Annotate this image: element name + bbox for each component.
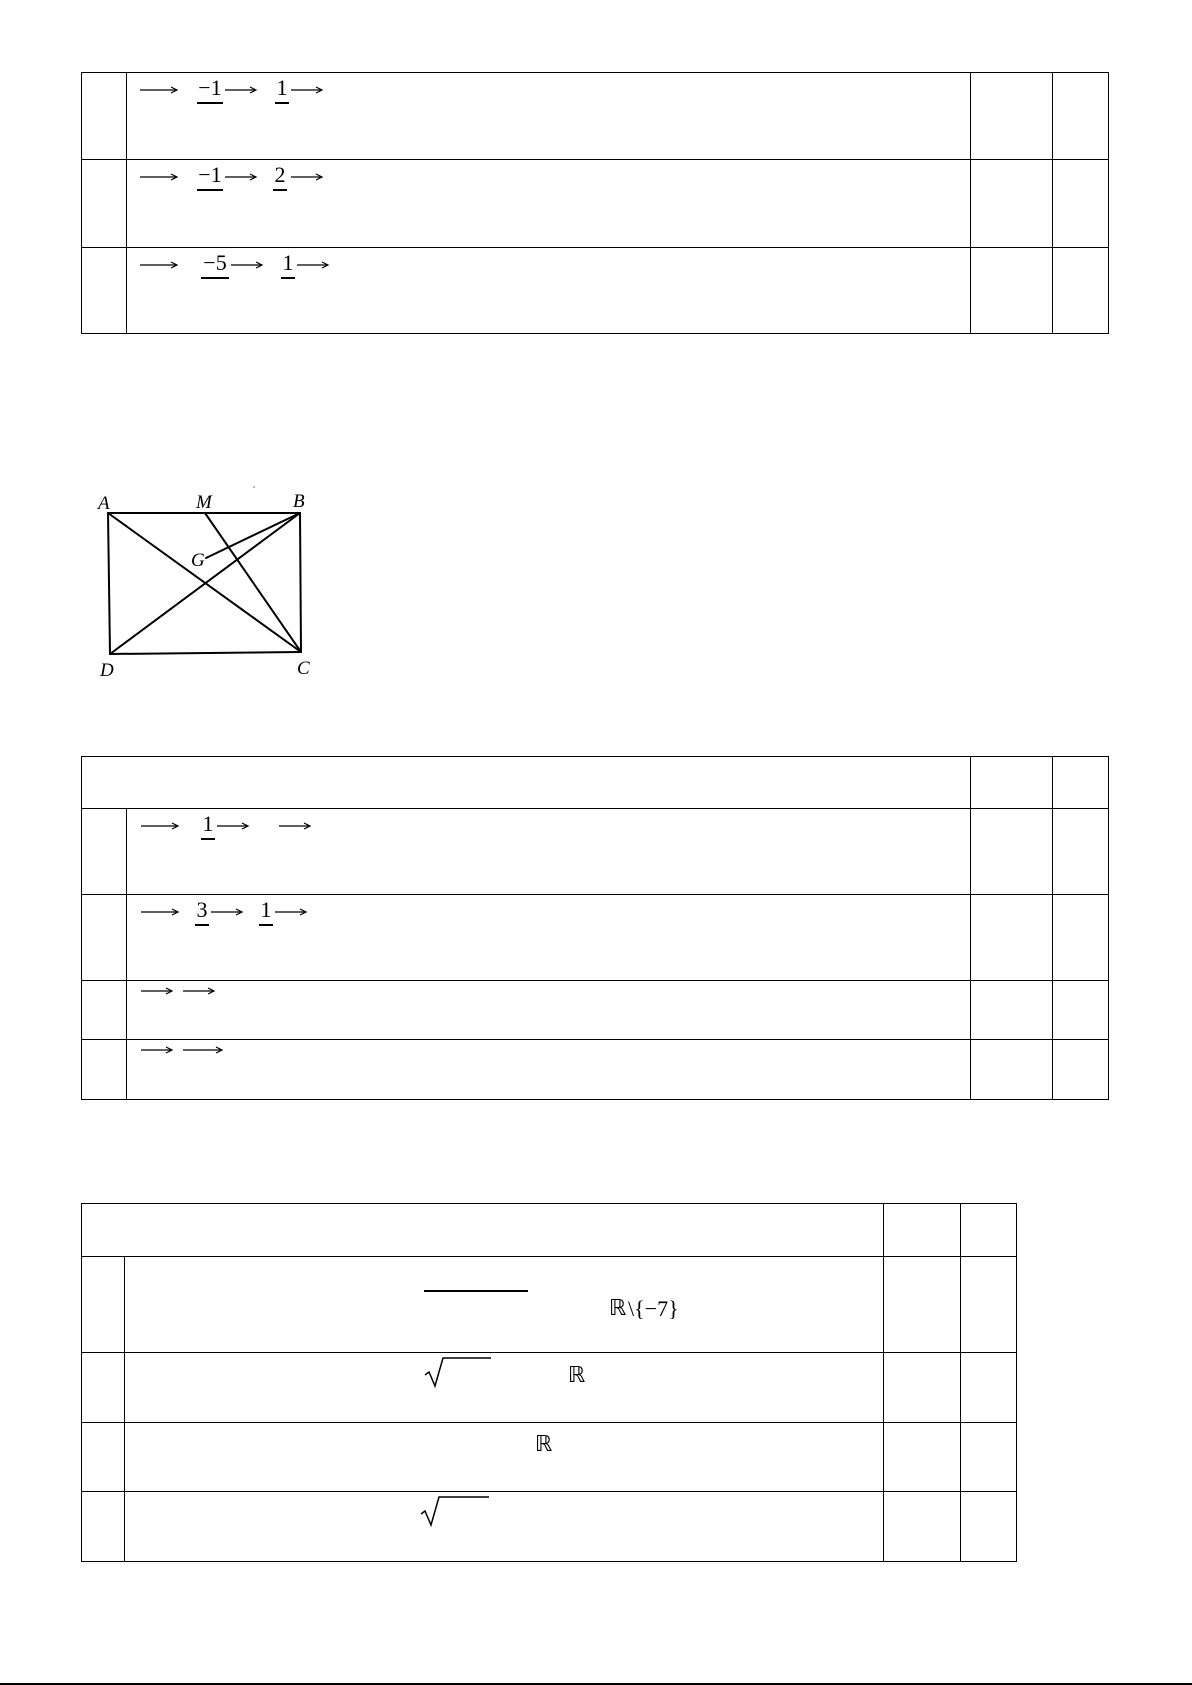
table-1 bbox=[81, 72, 1109, 334]
square-root-icon bbox=[419, 1494, 491, 1528]
coefficient-1: 3 bbox=[195, 898, 209, 926]
vector-arrow-icon bbox=[183, 1045, 225, 1055]
statement-cell bbox=[127, 248, 971, 334]
answer-cell[interactable] bbox=[961, 1423, 1017, 1492]
table-row bbox=[82, 73, 1109, 160]
row-index-cell bbox=[82, 248, 127, 334]
rectangle-figure bbox=[90, 484, 320, 680]
vector-arrow-icon bbox=[291, 85, 325, 95]
row-index-cell bbox=[82, 809, 127, 895]
header-cell bbox=[884, 1204, 961, 1257]
table-2 bbox=[81, 756, 1109, 1100]
fraction-bar bbox=[424, 1290, 528, 1292]
vector-arrow-icon bbox=[140, 260, 180, 270]
vector-arrow-icon bbox=[141, 1045, 175, 1055]
statement-cell bbox=[125, 1257, 884, 1353]
table-header-row bbox=[82, 757, 1109, 809]
answer-cell[interactable] bbox=[1053, 1040, 1109, 1100]
row-index-cell bbox=[82, 1257, 125, 1353]
row-index-cell bbox=[82, 160, 127, 248]
vector-arrow-icon bbox=[141, 821, 181, 831]
vector-arrow-icon bbox=[297, 260, 331, 270]
square-root-icon bbox=[423, 1355, 493, 1389]
vector-arrow-icon bbox=[225, 172, 259, 182]
side-bc bbox=[300, 513, 301, 652]
real-numbers-symbol: ℝ bbox=[568, 1363, 586, 1388]
statement-cell bbox=[125, 1353, 884, 1423]
answer-cell[interactable] bbox=[971, 248, 1053, 334]
statement-cell bbox=[127, 1040, 971, 1100]
vector-arrow-icon bbox=[140, 85, 180, 95]
table-3 bbox=[81, 1203, 1017, 1562]
table-row bbox=[82, 1353, 1017, 1423]
header-cell bbox=[82, 1204, 884, 1257]
vector-arrow-icon bbox=[279, 821, 313, 831]
answer-cell[interactable] bbox=[1053, 981, 1109, 1040]
label-d: D bbox=[100, 660, 114, 680]
coefficient-1: −1 bbox=[197, 76, 223, 104]
row-index-cell bbox=[82, 1492, 125, 1562]
statement-cell bbox=[125, 1492, 884, 1562]
vector-arrow-icon bbox=[225, 85, 259, 95]
answer-cell[interactable] bbox=[1053, 248, 1109, 334]
statement-cell bbox=[127, 73, 971, 160]
label-a: A bbox=[98, 493, 110, 514]
statement-cell bbox=[127, 895, 971, 981]
answer-cell[interactable] bbox=[971, 160, 1053, 248]
statement-cell bbox=[127, 981, 971, 1040]
table-row bbox=[82, 248, 1109, 334]
label-c: C bbox=[297, 658, 310, 679]
answer-cell[interactable] bbox=[884, 1257, 961, 1353]
header-cell bbox=[971, 757, 1053, 809]
statement-cell bbox=[125, 1423, 884, 1492]
row-index-cell bbox=[82, 1353, 125, 1423]
vector-arrow-icon bbox=[291, 172, 325, 182]
coefficient-2: 1 bbox=[259, 898, 273, 926]
answer-cell[interactable] bbox=[1053, 895, 1109, 981]
segment-mc bbox=[205, 513, 301, 652]
header-cell bbox=[82, 757, 971, 809]
table-row bbox=[82, 1423, 1017, 1492]
real-numbers-symbol: ℝ bbox=[609, 1296, 627, 1321]
vector-arrow-icon bbox=[140, 172, 180, 182]
answer-cell[interactable] bbox=[971, 1040, 1053, 1100]
answer-cell[interactable] bbox=[961, 1257, 1017, 1353]
row-index-cell bbox=[82, 895, 127, 981]
label-b: B bbox=[293, 491, 305, 512]
vector-arrow-icon bbox=[183, 986, 217, 996]
table-row bbox=[82, 1040, 1109, 1100]
statement-cell bbox=[127, 809, 971, 895]
excluded-set: \{−7} bbox=[628, 1296, 679, 1321]
table-row bbox=[82, 895, 1109, 981]
row-index-cell bbox=[82, 73, 127, 160]
table-row bbox=[82, 1492, 1017, 1562]
side-da bbox=[108, 513, 110, 654]
coefficient-2: 2 bbox=[273, 163, 287, 191]
answer-cell[interactable] bbox=[961, 1353, 1017, 1423]
answer-cell[interactable] bbox=[884, 1492, 961, 1562]
answer-cell[interactable] bbox=[1053, 809, 1109, 895]
table-header-row bbox=[82, 1204, 1017, 1257]
answer-cell[interactable] bbox=[1053, 160, 1109, 248]
answer-cell[interactable] bbox=[971, 981, 1053, 1040]
row-index-cell bbox=[82, 1423, 125, 1492]
vector-arrow-icon bbox=[231, 260, 265, 270]
statement-cell bbox=[127, 160, 971, 248]
table-row bbox=[82, 160, 1109, 248]
row-index-cell bbox=[82, 981, 127, 1040]
row-index-cell bbox=[82, 1040, 127, 1100]
answer-cell[interactable] bbox=[971, 895, 1053, 981]
header-cell bbox=[961, 1204, 1017, 1257]
answer-cell[interactable] bbox=[884, 1423, 961, 1492]
side-cd bbox=[110, 652, 301, 654]
answer-cell[interactable] bbox=[971, 809, 1053, 895]
answer-cell[interactable] bbox=[961, 1492, 1017, 1562]
table-row bbox=[82, 809, 1109, 895]
header-cell bbox=[1053, 757, 1109, 809]
answer-cell[interactable] bbox=[1053, 73, 1109, 160]
real-numbers-symbol: ℝ bbox=[535, 1432, 553, 1457]
table-row bbox=[82, 981, 1109, 1040]
page-bottom-rule bbox=[0, 1683, 1192, 1685]
coefficient-1: −5 bbox=[201, 251, 229, 279]
label-g: G bbox=[191, 550, 205, 571]
answer-cell[interactable] bbox=[884, 1353, 961, 1423]
coefficient-1: 1 bbox=[201, 812, 215, 840]
answer-cell[interactable] bbox=[971, 73, 1053, 160]
coefficient-2: 1 bbox=[275, 76, 289, 104]
vector-arrow-icon bbox=[141, 986, 175, 996]
vector-arrow-icon bbox=[141, 907, 181, 917]
coefficient-2: 1 bbox=[281, 251, 295, 279]
table-row bbox=[82, 1257, 1017, 1353]
label-m: M bbox=[196, 492, 212, 513]
vector-arrow-icon bbox=[211, 907, 245, 917]
coefficient-1: −1 bbox=[197, 163, 223, 191]
vector-arrow-icon bbox=[275, 907, 309, 917]
vector-arrow-icon bbox=[217, 821, 251, 831]
